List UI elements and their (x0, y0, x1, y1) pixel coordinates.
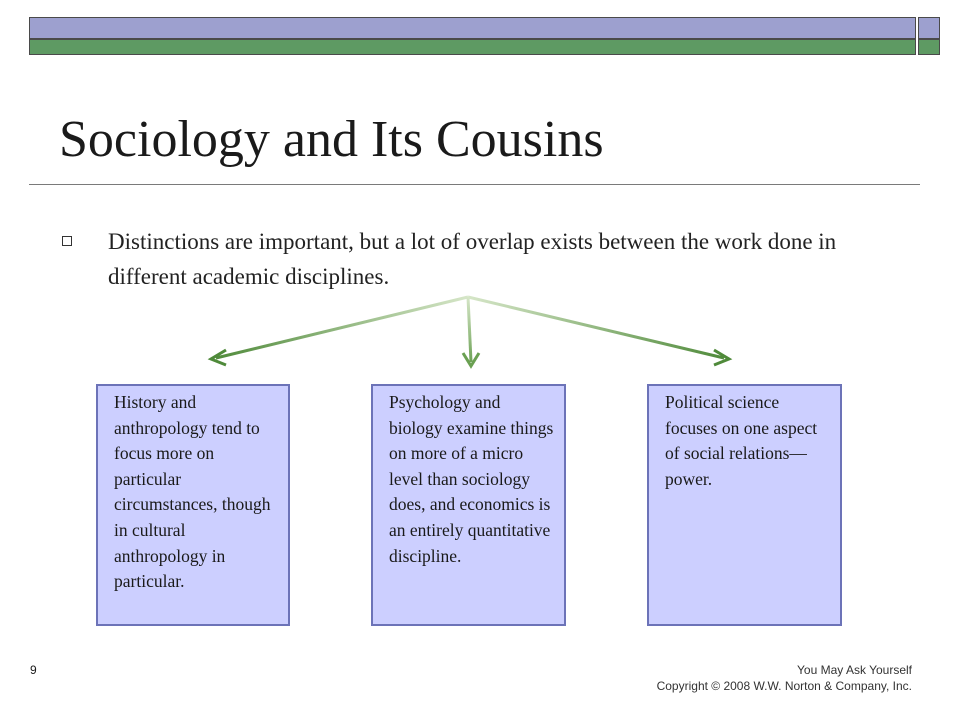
text-box-political-science-text: Political science focuses on one aspect of social relations—power. (665, 392, 818, 489)
arrow-right (468, 297, 724, 358)
footer (657, 662, 912, 694)
text-box-history (96, 384, 290, 626)
text-box-political-science (647, 384, 842, 626)
arrow-left (216, 297, 468, 358)
slide-title: Sociology and Its Cousins (59, 111, 604, 168)
footer-copyright: Copyright © 2008 W.W. Norton & Company, Inc. (656, 679, 912, 693)
text-box-psychology-text: Psychology and biology examine things on more of a micro level than sociology does, and economics is an entirely quantitative discipline. (389, 392, 554, 566)
bullet-text: Distinctions are important, but a lot of overlap exists between the work done in different academic disciplines. (108, 229, 837, 289)
text-box-psychology (371, 384, 566, 626)
text-box-history-text: History and anthropology tend to focus more on particular circumstances, though in cultural anthropology in particular. (114, 392, 271, 592)
slide-number: 9 (30, 663, 37, 677)
arrow-middle (468, 297, 471, 362)
footer-book-title: You May Ask Yourself (797, 663, 912, 677)
